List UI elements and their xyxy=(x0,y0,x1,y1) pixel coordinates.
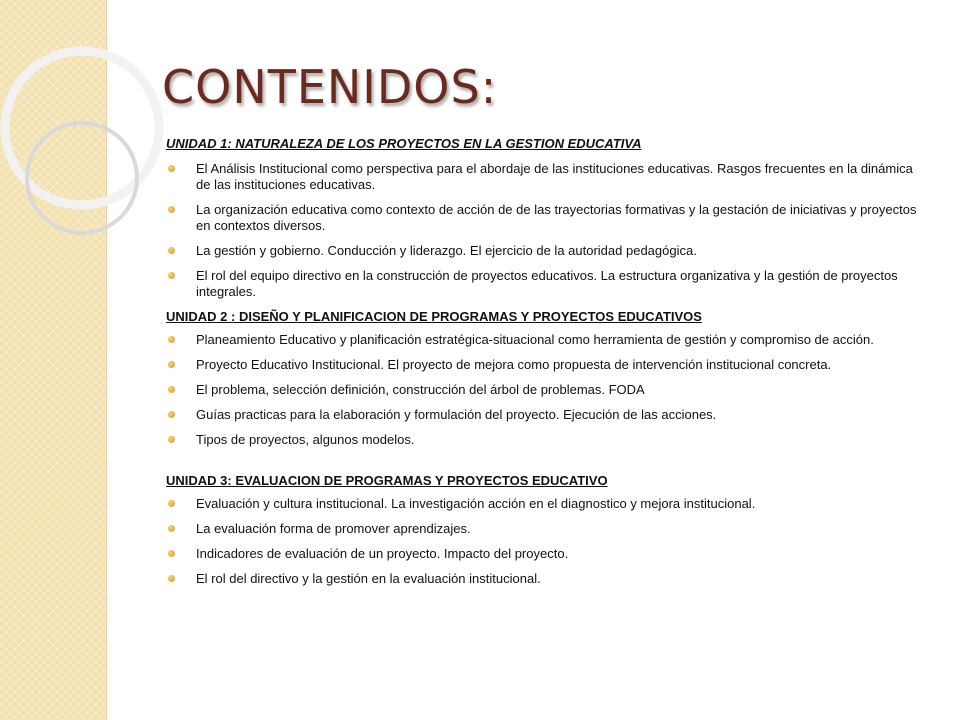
list-item: Guías practicas para la elaboración y formulación del proyecto. Ejecución de las acciones. xyxy=(166,407,926,423)
list-item: El problema, selección definición, construcción del árbol de problemas. FODA xyxy=(166,382,926,398)
list-item: Evaluación y cultura institucional. La investigación acción en el diagnostico y mejora institucional. xyxy=(166,496,926,512)
unit-2-heading: UNIDAD 2 : DISEÑO Y PLANIFICACION DE PROGRAMAS Y PROYECTOS EDUCATIVOS xyxy=(166,309,702,324)
bullet-icon xyxy=(168,165,175,172)
unit-1-list xyxy=(166,161,926,300)
content-area xyxy=(166,136,926,596)
list-item: El rol del directivo y la gestión en la evaluación institucional. xyxy=(166,571,926,587)
bullet-icon xyxy=(168,386,175,393)
bullet-icon xyxy=(168,575,175,582)
unit-3-list xyxy=(166,496,926,587)
bullet-icon xyxy=(168,436,175,443)
bullet-icon xyxy=(168,247,175,254)
slide-title: CONTENIDOS: xyxy=(162,60,498,114)
unit-1-heading: UNIDAD 1: NATURALEZA DE LOS PROYECTOS EN LA GESTION EDUCATIVA xyxy=(166,136,642,151)
bullet-icon xyxy=(168,500,175,507)
bullet-icon xyxy=(168,206,175,213)
list-item: Planeamiento Educativo y planificación estratégica-situacional como herramienta de gestión y compromiso de acción. xyxy=(166,332,926,348)
bullet-icon xyxy=(168,550,175,557)
list-item: La gestión y gobierno. Conducción y liderazgo. El ejercicio de la autoridad pedagógica. xyxy=(166,243,926,259)
list-item: Indicadores de evaluación de un proyecto. Impacto del proyecto. xyxy=(166,546,926,562)
bullet-icon xyxy=(168,361,175,368)
bullet-icon xyxy=(168,525,175,532)
list-item: El rol del equipo directivo en la construcción de proyectos educativos. La estructura organizativa y la gestión de proyectos integrales. xyxy=(166,268,926,300)
list-item: La evaluación forma de promover aprendizajes. xyxy=(166,521,926,537)
decorative-circle-inner xyxy=(27,123,137,233)
list-item: La organización educativa como contexto de acción de de las trayectorias formativas y la gestación de iniciativas y proyectos en contextos diversos. xyxy=(166,202,926,234)
list-item: Proyecto Educativo Institucional. El proyecto de mejora como propuesta de intervención institucional concreta. xyxy=(166,357,926,373)
bullet-icon xyxy=(168,411,175,418)
list-item: El Análisis Institucional como perspectiva para el abordaje de las instituciones educativas. Rasgos frecuentes en la dinámica de las instituciones educativas. xyxy=(166,161,926,193)
unit-2-list xyxy=(166,332,926,448)
unit-3-heading: UNIDAD 3: EVALUACION DE PROGRAMAS Y PROYECTOS EDUCATIVO xyxy=(166,473,608,488)
bullet-icon xyxy=(168,336,175,343)
list-item: Tipos de proyectos, algunos modelos. xyxy=(166,432,926,448)
bullet-icon xyxy=(168,272,175,279)
